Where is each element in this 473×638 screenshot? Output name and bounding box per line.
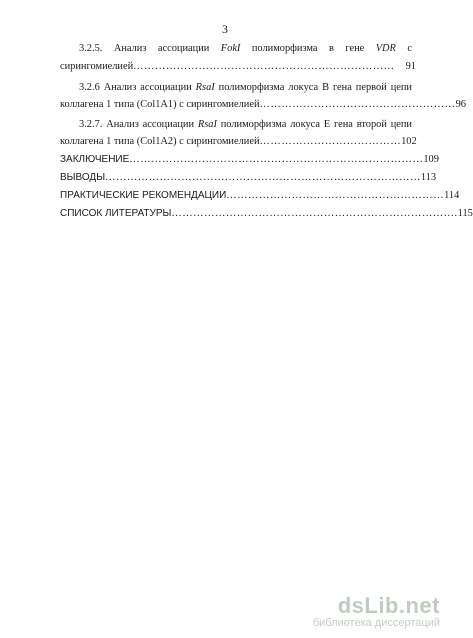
toc-page-number: 113 [420, 172, 437, 183]
toc-page-number: 115 [457, 208, 473, 219]
watermark [313, 595, 440, 630]
dot-leader: ……………………………………………………………………… [129, 154, 424, 165]
toc-word: 3.2.5. [79, 43, 103, 54]
gene-name-italic: VDR [375, 43, 396, 54]
toc-word: ассоциации [140, 82, 192, 93]
gene-name-italic: FokI [220, 43, 241, 54]
watermark-caption: библиотека диссертаций [312, 617, 440, 629]
dot-leader: ……………………………………………………………… [133, 61, 395, 72]
toc-word: в [328, 43, 334, 54]
enzyme-name-italic: RsaI [197, 119, 217, 130]
toc-word: Анализ [106, 119, 139, 130]
enzyme-name-italic: RsaI [195, 82, 215, 93]
toc-word: цепи [390, 82, 412, 93]
toc-entry-3-2-6-line-1 [79, 82, 412, 94]
toc-word: гене [345, 43, 365, 54]
toc-entry-conclusion [60, 154, 439, 166]
toc-page-number: 114 [444, 190, 460, 201]
dot-leader: ………………………………… [259, 136, 402, 147]
toc-page-number: 96 [455, 99, 466, 110]
toc-entry-3-2-6-line-2 [60, 99, 466, 111]
toc-entry-text: коллагена 1 типа (Col1A2) с сирингомиелией [60, 136, 260, 147]
toc-word: полиморфизма [251, 43, 318, 54]
toc-entry-3-2-5-line-1 [79, 43, 412, 55]
toc-word: цепи [390, 119, 412, 130]
toc-entry-text: ВЫВОДЫ [60, 172, 106, 183]
toc-word: В [322, 82, 329, 93]
dot-leader: ……………………………………………… [259, 99, 456, 110]
toc-entry-findings [60, 172, 437, 184]
toc-word: первой [355, 82, 387, 93]
watermark-logo: dsLib.net [337, 593, 440, 618]
toc-word: Анализ [113, 43, 147, 54]
toc-entry-text: ПРАКТИЧЕСКИЕ РЕКОМЕНДАЦИИ [60, 190, 227, 201]
toc-word: второй [356, 119, 387, 130]
toc-word: полиморфизма [220, 119, 287, 130]
toc-page-number: 102 [401, 136, 417, 147]
toc-word: 3.2.7. [79, 119, 103, 130]
toc-word: локуса [290, 119, 321, 130]
toc-entry-text: коллагена 1 типа (Col1A1) с сирингомиелией [60, 99, 260, 110]
toc-entry-text: СПИСОК ЛИТЕРАТУРЫ [60, 208, 172, 219]
toc-word: гена [332, 82, 352, 93]
toc-word: полиморфизма [218, 82, 285, 93]
page-number: 3 [222, 22, 228, 36]
toc-word: 3.2.6 [79, 82, 100, 93]
toc-entry-text: сирингомиелией [60, 61, 134, 72]
toc-entry-3-2-7-line-1 [79, 119, 412, 131]
toc-word: ассоциации [142, 119, 195, 130]
toc-word: с [407, 43, 412, 54]
toc-word: Е [323, 119, 331, 130]
toc-word: ассоциации [157, 43, 210, 54]
toc-page-number: 91 [405, 61, 416, 72]
toc-word: гена [333, 119, 353, 130]
toc-entry-recommendations [60, 190, 460, 202]
toc-page-number: 109 [423, 154, 439, 165]
toc-entry-references [60, 208, 473, 220]
toc-word: локуса [288, 82, 319, 93]
toc-entry-3-2-5-line-2 [60, 61, 416, 73]
dot-leader: …………………………………………………………………………… [105, 172, 421, 183]
dot-leader: ……………………………………………………………………. [171, 208, 458, 219]
toc-entry-3-2-7-line-2 [60, 136, 416, 148]
dot-leader: …………………………………………………… [226, 190, 445, 201]
toc-word: Анализ [103, 82, 137, 93]
toc-entry-text: ЗАКЛЮЧЕНИЕ [60, 154, 130, 165]
